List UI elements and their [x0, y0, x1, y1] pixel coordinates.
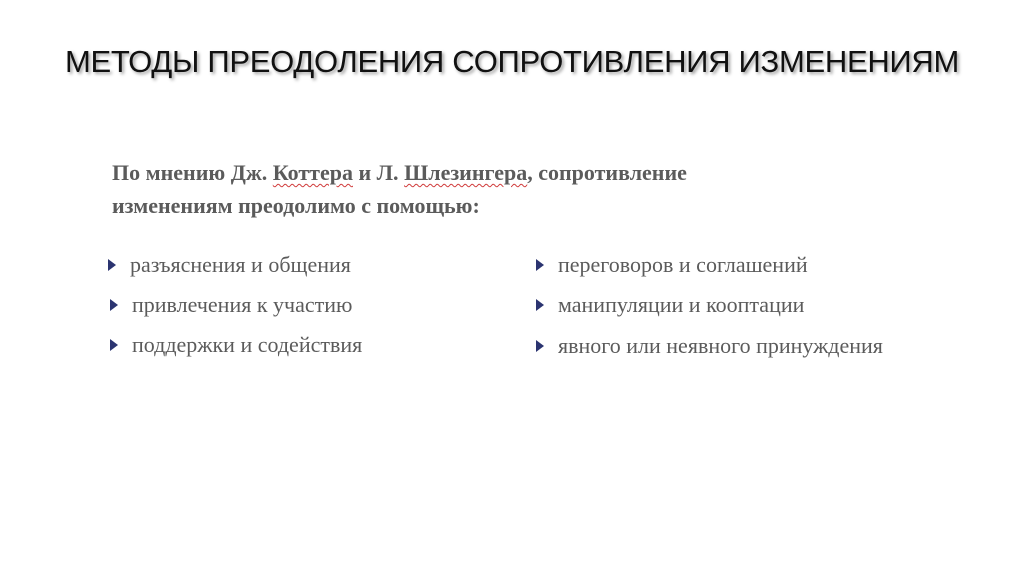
bullet-label: переговоров и соглашений [558, 252, 808, 277]
bullet-label: разъяснения и общения [130, 252, 351, 277]
intro-text-part-5: , сопротивление изменениям преодолимо с помощью: [112, 160, 687, 218]
intro-name-schlesinger: Шлезингера [404, 160, 528, 185]
bullet-label: манипуляции и кооптации [558, 292, 805, 317]
bullet-item-coercion [536, 333, 883, 359]
triangle-bullet-icon [536, 299, 544, 311]
intro-text-part-1: По мнению Дж. [112, 160, 273, 185]
bullet-label: поддержки и содействия [132, 332, 363, 357]
triangle-bullet-icon [536, 340, 544, 352]
bullet-item-negotiation [536, 252, 808, 278]
bullet-item-manipulation [536, 292, 804, 318]
bullet-item-participation [110, 292, 352, 318]
bullet-label: явного или неявного принуждения [558, 333, 883, 358]
intro-text [112, 156, 752, 222]
intro-text-part-3: и Л. [352, 160, 405, 185]
slide-title: МЕТОДЫ ПРЕОДОЛЕНИЯ СОПРОТИВЛЕНИЯ ИЗМЕНЕНИЯМ [64, 44, 960, 79]
intro-name-kotter: Коттера [272, 160, 353, 185]
bullet-item-support [110, 332, 362, 358]
triangle-bullet-icon [536, 259, 544, 271]
bullet-item-explanation [108, 252, 351, 278]
triangle-bullet-icon [110, 299, 118, 311]
triangle-bullet-icon [110, 339, 118, 351]
triangle-bullet-icon [108, 259, 116, 271]
bullet-label: привлечения к участию [132, 292, 353, 317]
